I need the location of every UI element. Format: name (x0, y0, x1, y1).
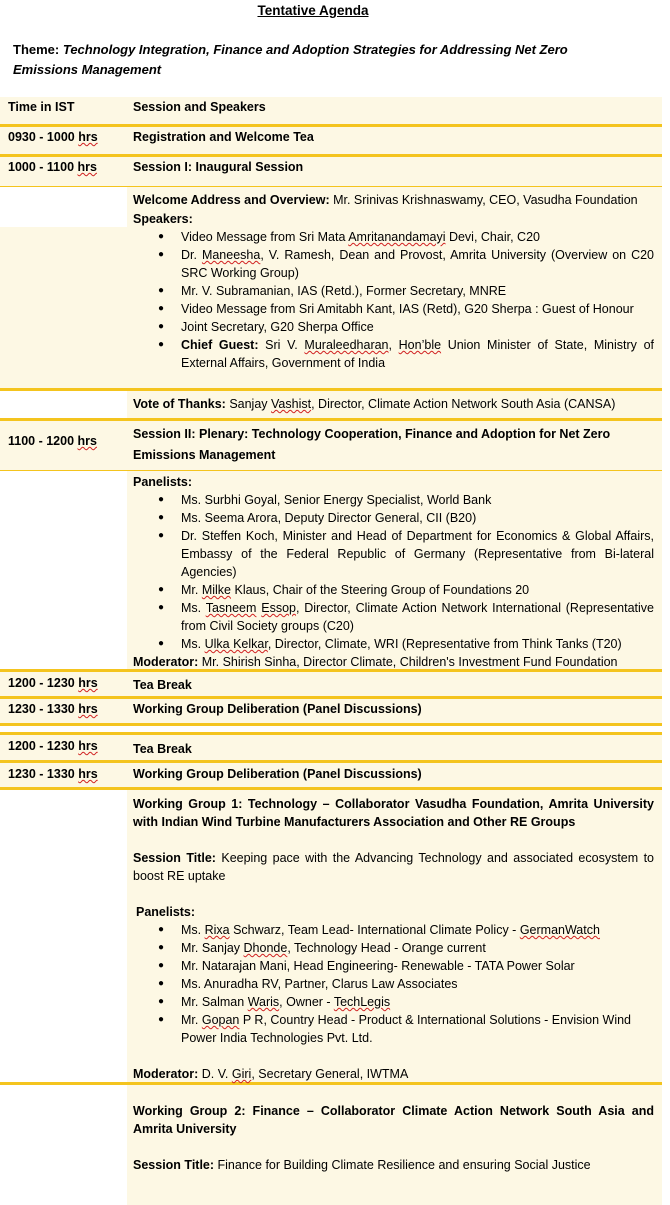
session-cell: Session II: Plenary: Technology Cooperation, Finance and Adoption for Net Zero Emissions Management (133, 427, 611, 462)
list-item: ● Video Message from Sri Mata Amritanandamayi Devi, Chair, C20 (133, 228, 654, 246)
session-cell: Tea Break (133, 678, 192, 692)
list-item: ● Joint Secretary, G20 Sherpa Office (133, 318, 654, 336)
wg1-panelists-list (133, 921, 654, 1047)
list-item: ● Ms. Anuradha RV, Partner, Clarus Law Associates (133, 975, 654, 993)
session-header: Session and Speakers (133, 100, 266, 114)
list-item: ● Chief Guest: Sri V. Muraleedharan, Hon’ble Union Minister of State, Ministry of External Affairs, Government of India (133, 336, 654, 372)
list-item: ● Ms. Surbhi Goyal, Senior Energy Specialist, World Bank (133, 491, 654, 509)
table-row (0, 471, 662, 672)
time-cell: 1000 - 1100 hrs (8, 160, 97, 174)
time-cell: 1230 - 1330 hrs (8, 767, 98, 781)
table-row (0, 391, 662, 421)
time-cell: 1230 - 1330 hrs (8, 702, 98, 716)
panelists-list (133, 491, 654, 653)
list-item: ● Dr. Maneesha, V. Ramesh, Dean and Provost, Amrita University (Overview on C20 SRC Working Group) (133, 246, 654, 282)
wg1-moderator: Moderator: D. V. Giri, Secretary General, IWTMA (133, 1067, 409, 1081)
moderator: Moderator: Mr. Shirish Sinha, Director Climate, Children's Investment Fund Foundation (133, 655, 618, 669)
working-group-1 (0, 790, 662, 1085)
session-cell: Registration and Welcome Tea (133, 130, 314, 144)
speakers-list (133, 228, 654, 372)
table-header-row (0, 97, 662, 127)
list-item: ● Dr. Steffen Koch, Minister and Head of Department for Economics & Global Affairs, Embassy of the Federal Republic of Germany (Representative from Bi-lateral Agencies) (133, 527, 654, 581)
theme-label: Theme: (13, 42, 60, 57)
table-row (0, 672, 662, 699)
list-item: ● Mr. Salman Waris, Owner - TechLegis (133, 993, 654, 1011)
table-row (0, 732, 662, 763)
page-title: Tentative Agenda (257, 3, 369, 18)
list-item: ● Video Message from Sri Amitabh Kant, IAS (Retd), G20 Sherpa : Guest of Honour (133, 300, 654, 318)
list-item: ● Ms. Tasneem Essop, Director, Climate Action Network International (Representative from Civil Society groups (C20) (133, 599, 654, 635)
list-item: ● Ms. Ulka Kelkar, Director, Climate, WRI (Representative from Think Tanks (T20) (133, 635, 654, 653)
list-item: ● Mr. Natarajan Mani, Head Engineering- Renewable - TATA Power Solar (133, 957, 654, 975)
session-cell: Tea Break (133, 742, 192, 756)
working-group-2 (0, 1085, 662, 1205)
time-cell: 1200 - 1230 hrs (8, 739, 98, 753)
panelists-block: Panelists: ● Ms. Surbhi Goyal, Senior Energy Specialist, World Bank ● Ms. Seema Arora, Deputy Director General, CII (B20) ● Dr. Steffen Koch, Minister and Head of Department for Economics & Global Affairs, Embassy of the Federal Republic of Germany (Representative from Bi-lateral Agencies) ● Mr. Milke Klaus, Chair of the Steering Group of Foundations 20 ● Ms. Tasneem Essop, Director, Climate Action Network International (Representative from Civil Society groups (C20) ● Ms. Ulka Kelkar, Director, Climate, WRI (Representative from Think Tanks (T20) Moderator: Mr. Shirish Sinha, Director Climate, Children's Investment Fund Foundation (133, 471, 654, 671)
table-row (0, 187, 662, 391)
theme-text: Technology Integration, Finance and Adoption Strategies for Addressing Net Zero Emissions Management (13, 42, 568, 77)
wg1-session-title: Session Title: Keeping pace with the Advancing Technology and associated ecosystem to boost RE uptake (133, 851, 654, 883)
session-cell: Working Group Deliberation (Panel Discussions) (133, 767, 422, 781)
list-item: ● Mr. Milke Klaus, Chair of the Steering Group of Foundations 20 (133, 581, 654, 599)
table-row (0, 127, 662, 157)
speakers-block: Speakers: ● Video Message from Sri Mata Amritanandamayi Devi, Chair, C20 ● Dr. Maneesha, V. Ramesh, Dean and Provost, Amrita University (Overview on C20 SRC Working Group) ● Mr. V. Subramanian, IAS (Retd.), Former Secretary, MNRE ● Video Message from Sri Amitabh Kant, IAS (Retd), G20 Sherpa : Guest of Honour ● Joint Secretary, G20 Sherpa Office ● Chief Guest: Sri V. Muraleedharan, Hon’ble Union Minister of State, Ministry of External Affairs, Government of India (133, 210, 654, 372)
wg1-heading: Working Group 1: Technology – Collaborator Vasudha Foundation, Amrita University with Indian Wind Turbine Manufacturers Association and Other RE Groups (133, 797, 654, 829)
table-row (0, 421, 662, 471)
time-header: Time in IST (8, 100, 75, 114)
table-row (0, 763, 662, 790)
list-item: ● Mr. V. Subramanian, IAS (Retd.), Former Secretary, MNRE (133, 282, 654, 300)
list-item: ● Mr. Gopan P R, Country Head - Product & International Solutions - Envision Wind Power India Technologies Pvt. Ltd. (133, 1011, 654, 1047)
time-cell: 1100 - 1200 hrs (8, 434, 97, 448)
wg1-panelists-label: Panelists: (136, 905, 196, 919)
time-cell: 0930 - 1000 hrs (8, 130, 98, 144)
wg2-session-title: Session Title: Finance for Building Climate Resilience and ensuring Social Justice (133, 1158, 591, 1172)
vote-of-thanks: Vote of Thanks: Sanjay Vashist, Director, Climate Action Network South Asia (CANSA) (133, 397, 616, 411)
time-cell: 1200 - 1230 hrs (8, 676, 98, 690)
theme (13, 40, 633, 80)
agenda-table (0, 97, 662, 1205)
session-cell: Session I: Inaugural Session (133, 160, 304, 174)
table-row (0, 157, 662, 187)
session-cell: Working Group Deliberation (Panel Discussions) (133, 702, 422, 716)
welcome-address: Welcome Address and Overview: Mr. Srinivas Krishnaswamy, CEO, Vasudha Foundation (133, 193, 638, 207)
list-item: ● Ms. Rixa Schwarz, Team Lead- International Climate Policy - GermanWatch (133, 921, 654, 939)
wg2-heading: Working Group 2: Finance – Collaborator Climate Action Network South Asia and Amrita University (133, 1104, 654, 1136)
table-row (0, 699, 662, 726)
list-item: ● Mr. Sanjay Dhonde, Technology Head - Orange current (133, 939, 654, 957)
list-item: ● Ms. Seema Arora, Deputy Director General, CII (B20) (133, 509, 654, 527)
